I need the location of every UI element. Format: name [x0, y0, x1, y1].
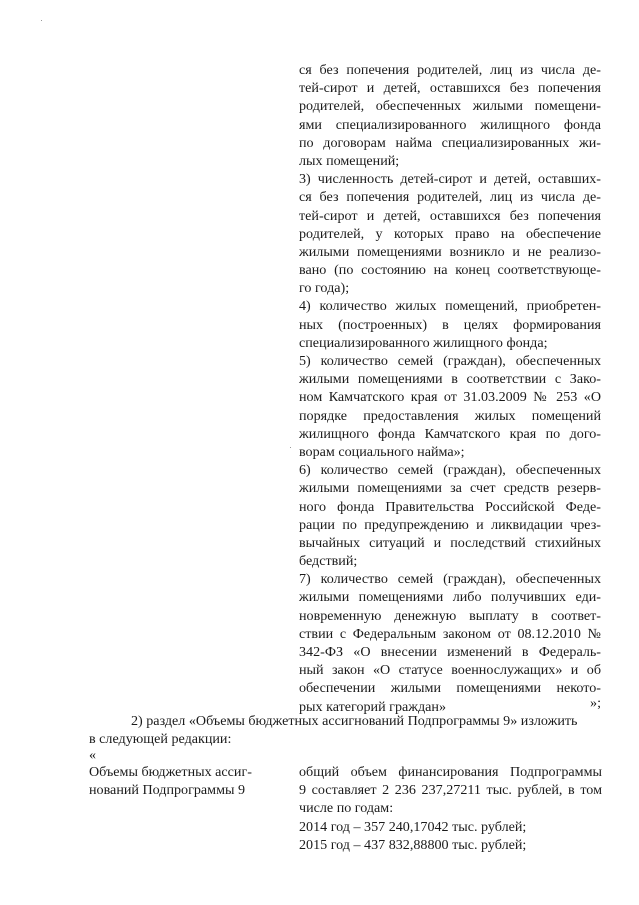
body-line: родителей, у которых право на обеспечение: [299, 225, 601, 242]
body-line: рации по предупреждению и ликвидации чрез-: [299, 516, 601, 533]
table-left-line: Объемы бюджетных ассиг-: [89, 764, 252, 780]
body-line: лых помещений;: [299, 152, 400, 169]
body-line: обеспечении жилыми помещениями некото-: [299, 680, 601, 697]
table-right-line: 2014 год – 357 240,17042 тыс. рублей;: [299, 818, 527, 835]
body-line: тей-сирот и детей, оставшихся без попечения: [299, 80, 601, 97]
body-line: ся без попечения родителей, лиц из числа де-: [299, 62, 601, 78]
body-line: вычайных ситуаций и последствий стихийных: [299, 534, 601, 551]
closing-quote: »;: [590, 695, 601, 711]
body-line: тей-сирот и детей, оставшихся без попечения: [299, 207, 601, 224]
section-paragraph: [89, 712, 603, 748]
body-line: 7) количество семей (граждан), обеспеченных: [299, 571, 601, 588]
body-line: 3) численность детей-сирот и детей, оставших-: [299, 171, 601, 188]
body-line: по договорам найма специализированных жи-: [299, 134, 601, 151]
section-paragraph-line: 2) раздел «Объемы бюджетных ассигнований Подпрограммы 9» изложить: [131, 713, 578, 729]
body-line: ного фонда Правительства Российской Феде-: [299, 498, 601, 515]
body-line: рых категорий граждан»: [299, 698, 446, 715]
body-line: ствии с Федеральным законом от 08.12.2010 №: [299, 625, 601, 642]
table-right-line: общий объем финансирования Подпрограммы: [299, 764, 602, 780]
scan-speck: [41, 20, 42, 21]
body-line: вано (по состоянию на конец соответствующе-: [299, 262, 601, 279]
table-right-line: 9 составляет 2 236 237,27211 тыс. рублей, в том: [299, 782, 602, 799]
opening-quote: «: [89, 747, 97, 763]
body-line: 5) количество семей (граждан), обеспеченных: [299, 353, 601, 369]
body-line: 342-ФЗ «О внесении изменений в Федераль-: [299, 644, 601, 660]
body-line: ных (построенных) в целях формирования: [299, 316, 601, 333]
table-right-line: 2015 год – 437 832,88800 тыс. рублей;: [299, 836, 527, 853]
table-right-cell: [299, 763, 602, 854]
body-line: 6) количество семей (граждан), обеспеченных: [299, 462, 601, 479]
table-right-line: числе по годам:: [299, 800, 394, 817]
body-line: жилыми помещениями за счет средств резерв-: [299, 480, 601, 497]
body-line: порядке предоставления жилых помещений: [299, 407, 601, 424]
section-paragraph-line: в следующей редакции:: [89, 731, 232, 747]
body-line: ся без попечения родителей, лиц из числа де-: [299, 189, 601, 206]
scan-speck: [290, 447, 291, 448]
body-line: ный закон «О статусе военнослужащих» и об: [299, 662, 601, 679]
body-line: жилищного фонда Камчатского края по дого-: [299, 425, 601, 442]
table-left-cell: [89, 763, 269, 799]
body-line: го года);: [299, 280, 350, 297]
body-line: жилыми помещениями в соответствии с Зако-: [299, 371, 601, 388]
body-line: ном Камчатского края от 31.03.2009 № 253 «О: [299, 389, 601, 406]
body-line: бедствий;: [299, 553, 358, 570]
body-line: новременную денежную выплату в соответ-: [299, 607, 601, 624]
table-left-line: нований Подпрограммы 9: [89, 782, 246, 799]
document-body-column: [299, 61, 601, 716]
body-line: жилыми помещениями возникло и не реализо-: [299, 243, 601, 260]
body-line: родителей, обеспеченных жилыми помещени-: [299, 98, 601, 115]
body-line: ями специализированного жилищного фонда: [299, 116, 601, 133]
body-line: 4) количество жилых помещений, приобретен-: [299, 298, 601, 315]
body-line: жилыми помещениями либо получивших еди-: [299, 589, 601, 606]
body-line: специализированного жилищного фонда;: [299, 334, 548, 351]
body-line: ворам социального найма»;: [299, 443, 465, 460]
